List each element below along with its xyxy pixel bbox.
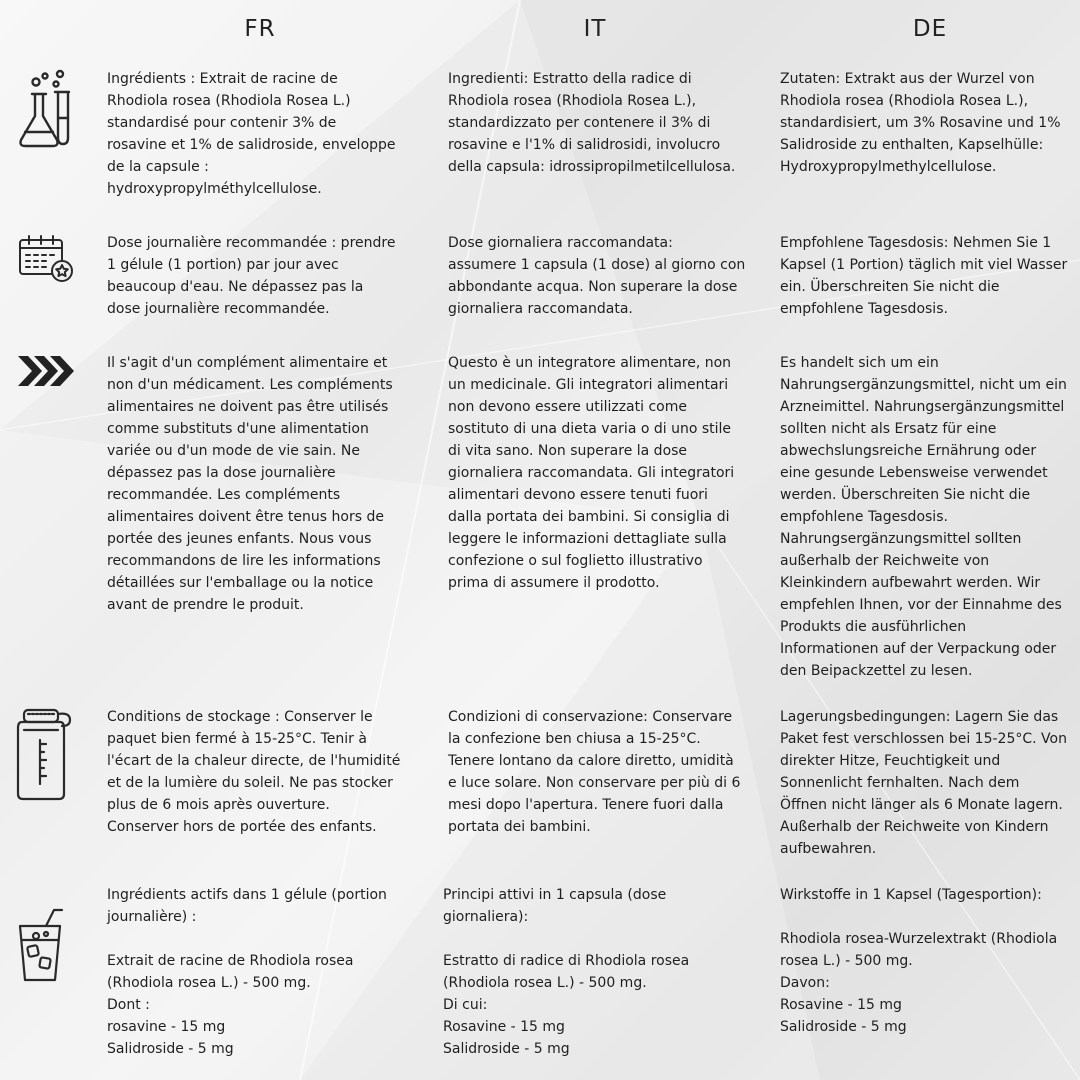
de-active-text: Wirkstoffe in 1 Kapsel (Tagesportion): Rhodiola rosea-Wurzelextrakt (Rhodiola rosea L.) - 500 mg. Davon: Rosavine - 15 mg Salidroside - 5 mg — [780, 887, 1058, 1035]
it-dose-text: Dose giornaliera raccomandata: assumere 1 capsula (1 dose) al giorno con abbondante acqua. Non superare la dose giornaliera raccomandata. — [448, 235, 746, 317]
header-fr: FR — [244, 16, 276, 42]
de-dose-text: Empfohlene Tagesdosis: Nehmen Sie 1 Kapsel (1 Portion) täglich mit viel Wasser ein. Überschreiten Sie nicht die empfohlene Tagesdosis. — [780, 235, 1068, 317]
fr-storage-text: Conditions de stockage : Conserver le paquet bien fermé à 15-25°C. Tenir à l'écart de la chaleur directe, de l'humidité et de la lumière du soleil. Ne pas stocker plus de 6 mois après ouverture. Conserver hors de portée des enfants. — [107, 709, 401, 835]
triple-chevron-icon — [18, 356, 74, 386]
de-storage-text: Lagerungsbedingungen: Lagern Sie das Paket fest verschlossen bei 15-25°C. Von direkter Hitze, Feuchtigkeit und Sonnenlicht fernhalten. Nach dem Öffnen nicht länger als 6 Monate lagern. Außerhalb der Reichweite von Kindern aufbewahren. — [780, 709, 1067, 857]
glass-drink-icon — [16, 906, 70, 984]
it-ingredients-text: Ingredienti: Estratto della radice di Rhodiola rosea (Rhodiola Rosea L.), standardizzato per contenere il 3% di rosavine e l'1% di salidrosidi, involucro della capsula: idrossipropilmetilcellulosa. — [448, 71, 736, 175]
de-ingredients-text: Zutaten: Extrakt aus der Wurzel von Rhodiola rosea (Rhodiola Rosea L.), standardisiert, um 3% Rosavine und 1% Salidroside zu enthalten, Kapselhülle: Hydroxypropylmethylcellulose. — [780, 71, 1061, 175]
it-notice-text: Questo è un integratore alimentare, non un medicinale. Gli integratori alimentari non devono essere utilizzati come sostituto di una dieta varia o di uno stile di vita sano. Non superare la dose giornaliera raccomandata. Gli integratori alimentari devono essere tenuti fuori dalla portata dei bambini. Si consiglia di leggere le informazioni dettagliate sulla confezione o sul foglietto illustrativo prima di assumere il prodotto. — [448, 355, 735, 591]
it-active-text: Principi attivi in 1 capsula (dose giornaliera): Estratto di radice di Rhodiola rosea (Rhodiola rosea L.) - 500 mg. Di cui: Rosavine - 15 mg Salidroside - 5 mg — [443, 887, 690, 1057]
de-notice-text: Es handelt sich um ein Nahrungsergänzungsmittel, nicht um ein Arzneimittel. Nahrungsergänzungsmittel sollten nicht als Ersatz für eine abwechslungsreiche Ernährung oder eine gesunde Lebensweise verwendet werden. Überschreiten Sie nicht die empfohlene Tagesdosis. Nahrungsergänzungsmittel sollten außerhalb der Reichweite von Kleinkindern aufbewahrt werden. Wir empfehlen Ihnen, vor der Einnahme des Produkts die ausführlichen Informationen auf der Verpackung oder den Beipackzettel zu lesen. — [780, 355, 1067, 679]
fr-dose-text: Dose journalière recommandée : prendre 1 gélule (1 portion) par jour avec beaucoup d'eau. Ne dépassez pas la dose journalière recommandée. — [107, 235, 396, 317]
header-it: IT — [583, 16, 607, 42]
fr-notice-text: Il s'agit d'un complément alimentaire et non d'un médicament. Les compléments alimentaires ne doivent pas être utilisés comme substituts d'une alimentation variée ou d'un mode de vie sain. Ne dépassez pas la dose journalière recommandée. Les compléments alimentaires doivent être tenus hors de portée des jeunes enfants. Nous vous recommandons de lire les informations détaillées sur l'emballage ou la notice avant de prendre le produit. — [107, 355, 393, 613]
it-storage-text: Condizioni di conservazione: Conservare la confezione ben chiusa a 15-25°C. Tenere lontano da calore diretto, umidità e luce solare. Non conservare per più di 6 mesi dopo l'apertura. Tenere fuori dalla portata dei bambini. — [448, 709, 741, 835]
fr-ingredients-text: Ingrédients : Extrait de racine de Rhodiola rosea (Rhodiola Rosea L.) standardisé pour contenir 3% de rosavine et 1% de salidroside, enveloppe de la capsule : hydroxypropylméthylcellulose. — [107, 71, 396, 197]
fr-active-text: Ingrédients actifs dans 1 gélule (portion journalière) : Extrait de racine de Rhodiola rosea (Rhodiola rosea L.) - 500 mg. Dont : rosavine - 15 mg Salidroside - 5 mg — [107, 887, 387, 1057]
calendar-star-icon — [18, 234, 74, 284]
lab-flasks-icon — [16, 68, 74, 150]
header-de: DE — [912, 16, 948, 42]
storage-bottle-icon — [16, 706, 74, 802]
